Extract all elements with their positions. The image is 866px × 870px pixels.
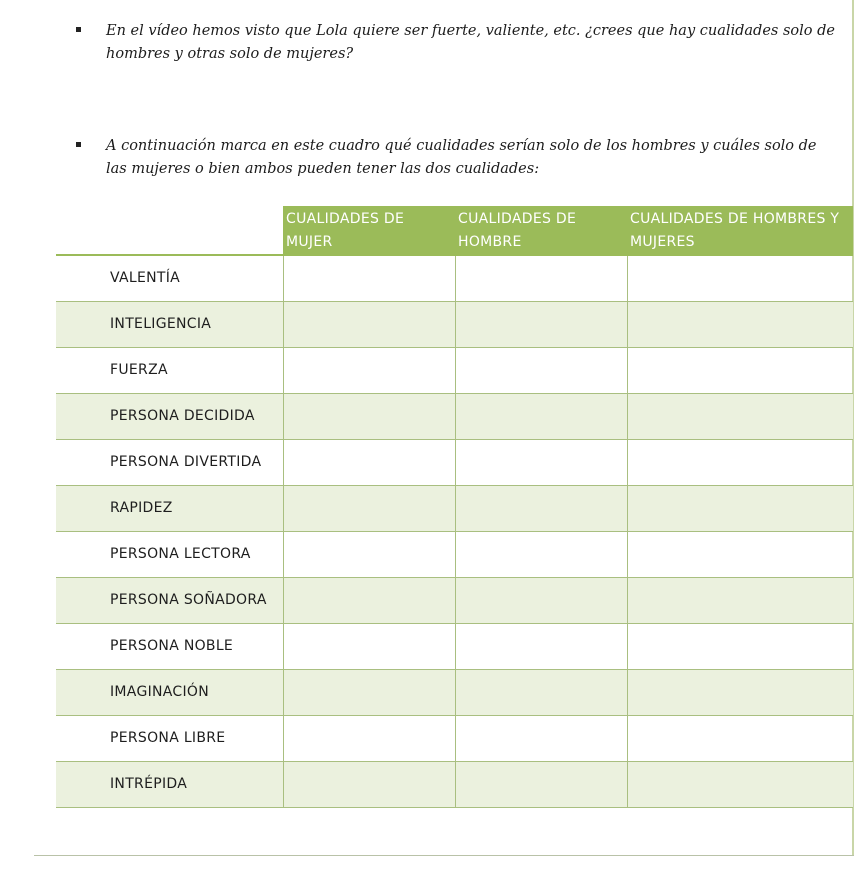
quality-label: PERSONA DECIDIDA <box>56 394 283 440</box>
bullet-square-icon <box>76 142 81 147</box>
mark-cell-both[interactable] <box>627 348 853 394</box>
quality-label: INTELIGENCIA <box>56 302 283 348</box>
mark-cell-women[interactable] <box>283 624 455 670</box>
table-row <box>56 578 853 624</box>
mark-cell-men[interactable] <box>455 302 627 348</box>
header-men-qualities: CUALIDADES DE HOMBRE <box>455 206 627 255</box>
table-row <box>56 716 853 762</box>
mark-cell-men[interactable] <box>455 762 627 808</box>
mark-cell-both[interactable] <box>627 486 853 532</box>
mark-cell-women[interactable] <box>283 486 455 532</box>
quality-label: PERSONA SOÑADORA <box>56 578 283 624</box>
table-row <box>56 255 853 302</box>
table-row <box>56 394 853 440</box>
quality-label: PERSONA LIBRE <box>56 716 283 762</box>
mark-cell-women[interactable] <box>283 302 455 348</box>
mark-cell-both[interactable] <box>627 762 853 808</box>
header-women-qualities: CUALIDADES DE MUJER <box>283 206 455 255</box>
mark-cell-women[interactable] <box>283 578 455 624</box>
mark-cell-men[interactable] <box>455 486 627 532</box>
quality-label: VALENTÍA <box>56 255 283 302</box>
mark-cell-both[interactable] <box>627 624 853 670</box>
mark-cell-both[interactable] <box>627 578 853 624</box>
mark-cell-men[interactable] <box>455 532 627 578</box>
mark-cell-both[interactable] <box>627 716 853 762</box>
mark-cell-both[interactable] <box>627 394 853 440</box>
table-header-row <box>56 206 853 255</box>
mark-cell-women[interactable] <box>283 348 455 394</box>
table-row <box>56 762 853 808</box>
mark-cell-both[interactable] <box>627 532 853 578</box>
bullet-square-icon <box>76 27 81 32</box>
mark-cell-men[interactable] <box>455 670 627 716</box>
mark-cell-men[interactable] <box>455 255 627 302</box>
mark-cell-both[interactable] <box>627 670 853 716</box>
qualities-table <box>56 206 853 808</box>
table-row <box>56 624 853 670</box>
quality-label: PERSONA NOBLE <box>56 624 283 670</box>
mark-cell-men[interactable] <box>455 440 627 486</box>
mark-cell-men[interactable] <box>455 348 627 394</box>
table-row <box>56 486 853 532</box>
quality-label: PERSONA DIVERTIDA <box>56 440 283 486</box>
mark-cell-women[interactable] <box>283 255 455 302</box>
table-row <box>56 532 853 578</box>
mark-cell-both[interactable] <box>627 302 853 348</box>
table-row <box>56 348 853 394</box>
mark-cell-men[interactable] <box>455 394 627 440</box>
mark-cell-both[interactable] <box>627 255 853 302</box>
instruction-paragraph: A continuación marca en este cuadro qué cualidades serían solo de los hombres y cuáles solo de las mujeres o bien ambos pueden tener las dos cualidades: <box>106 138 817 177</box>
mark-cell-both[interactable] <box>627 440 853 486</box>
table-header-empty <box>56 206 283 255</box>
mark-cell-women[interactable] <box>283 532 455 578</box>
mark-cell-men[interactable] <box>455 716 627 762</box>
question-paragraph: En el vídeo hemos visto que Lola quiere ser fuerte, valiente, etc. ¿crees que hay cualidades solo de hombres y otras solo de mujeres? <box>106 23 835 62</box>
page-border-bottom <box>34 855 854 856</box>
mark-cell-men[interactable] <box>455 578 627 624</box>
table-row <box>56 440 853 486</box>
mark-cell-men[interactable] <box>455 624 627 670</box>
quality-label: RAPIDEZ <box>56 486 283 532</box>
mark-cell-women[interactable] <box>283 394 455 440</box>
mark-cell-women[interactable] <box>283 762 455 808</box>
mark-cell-women[interactable] <box>283 716 455 762</box>
quality-label: IMAGINACIÓN <box>56 670 283 716</box>
header-both-qualities: CUALIDADES DE HOMBRES Y MUJERES <box>627 206 853 255</box>
table-row <box>56 302 853 348</box>
table-row <box>56 670 853 716</box>
quality-label: INTRÉPIDA <box>56 762 283 808</box>
quality-label: PERSONA LECTORA <box>56 532 283 578</box>
quality-label: FUERZA <box>56 348 283 394</box>
mark-cell-women[interactable] <box>283 670 455 716</box>
mark-cell-women[interactable] <box>283 440 455 486</box>
